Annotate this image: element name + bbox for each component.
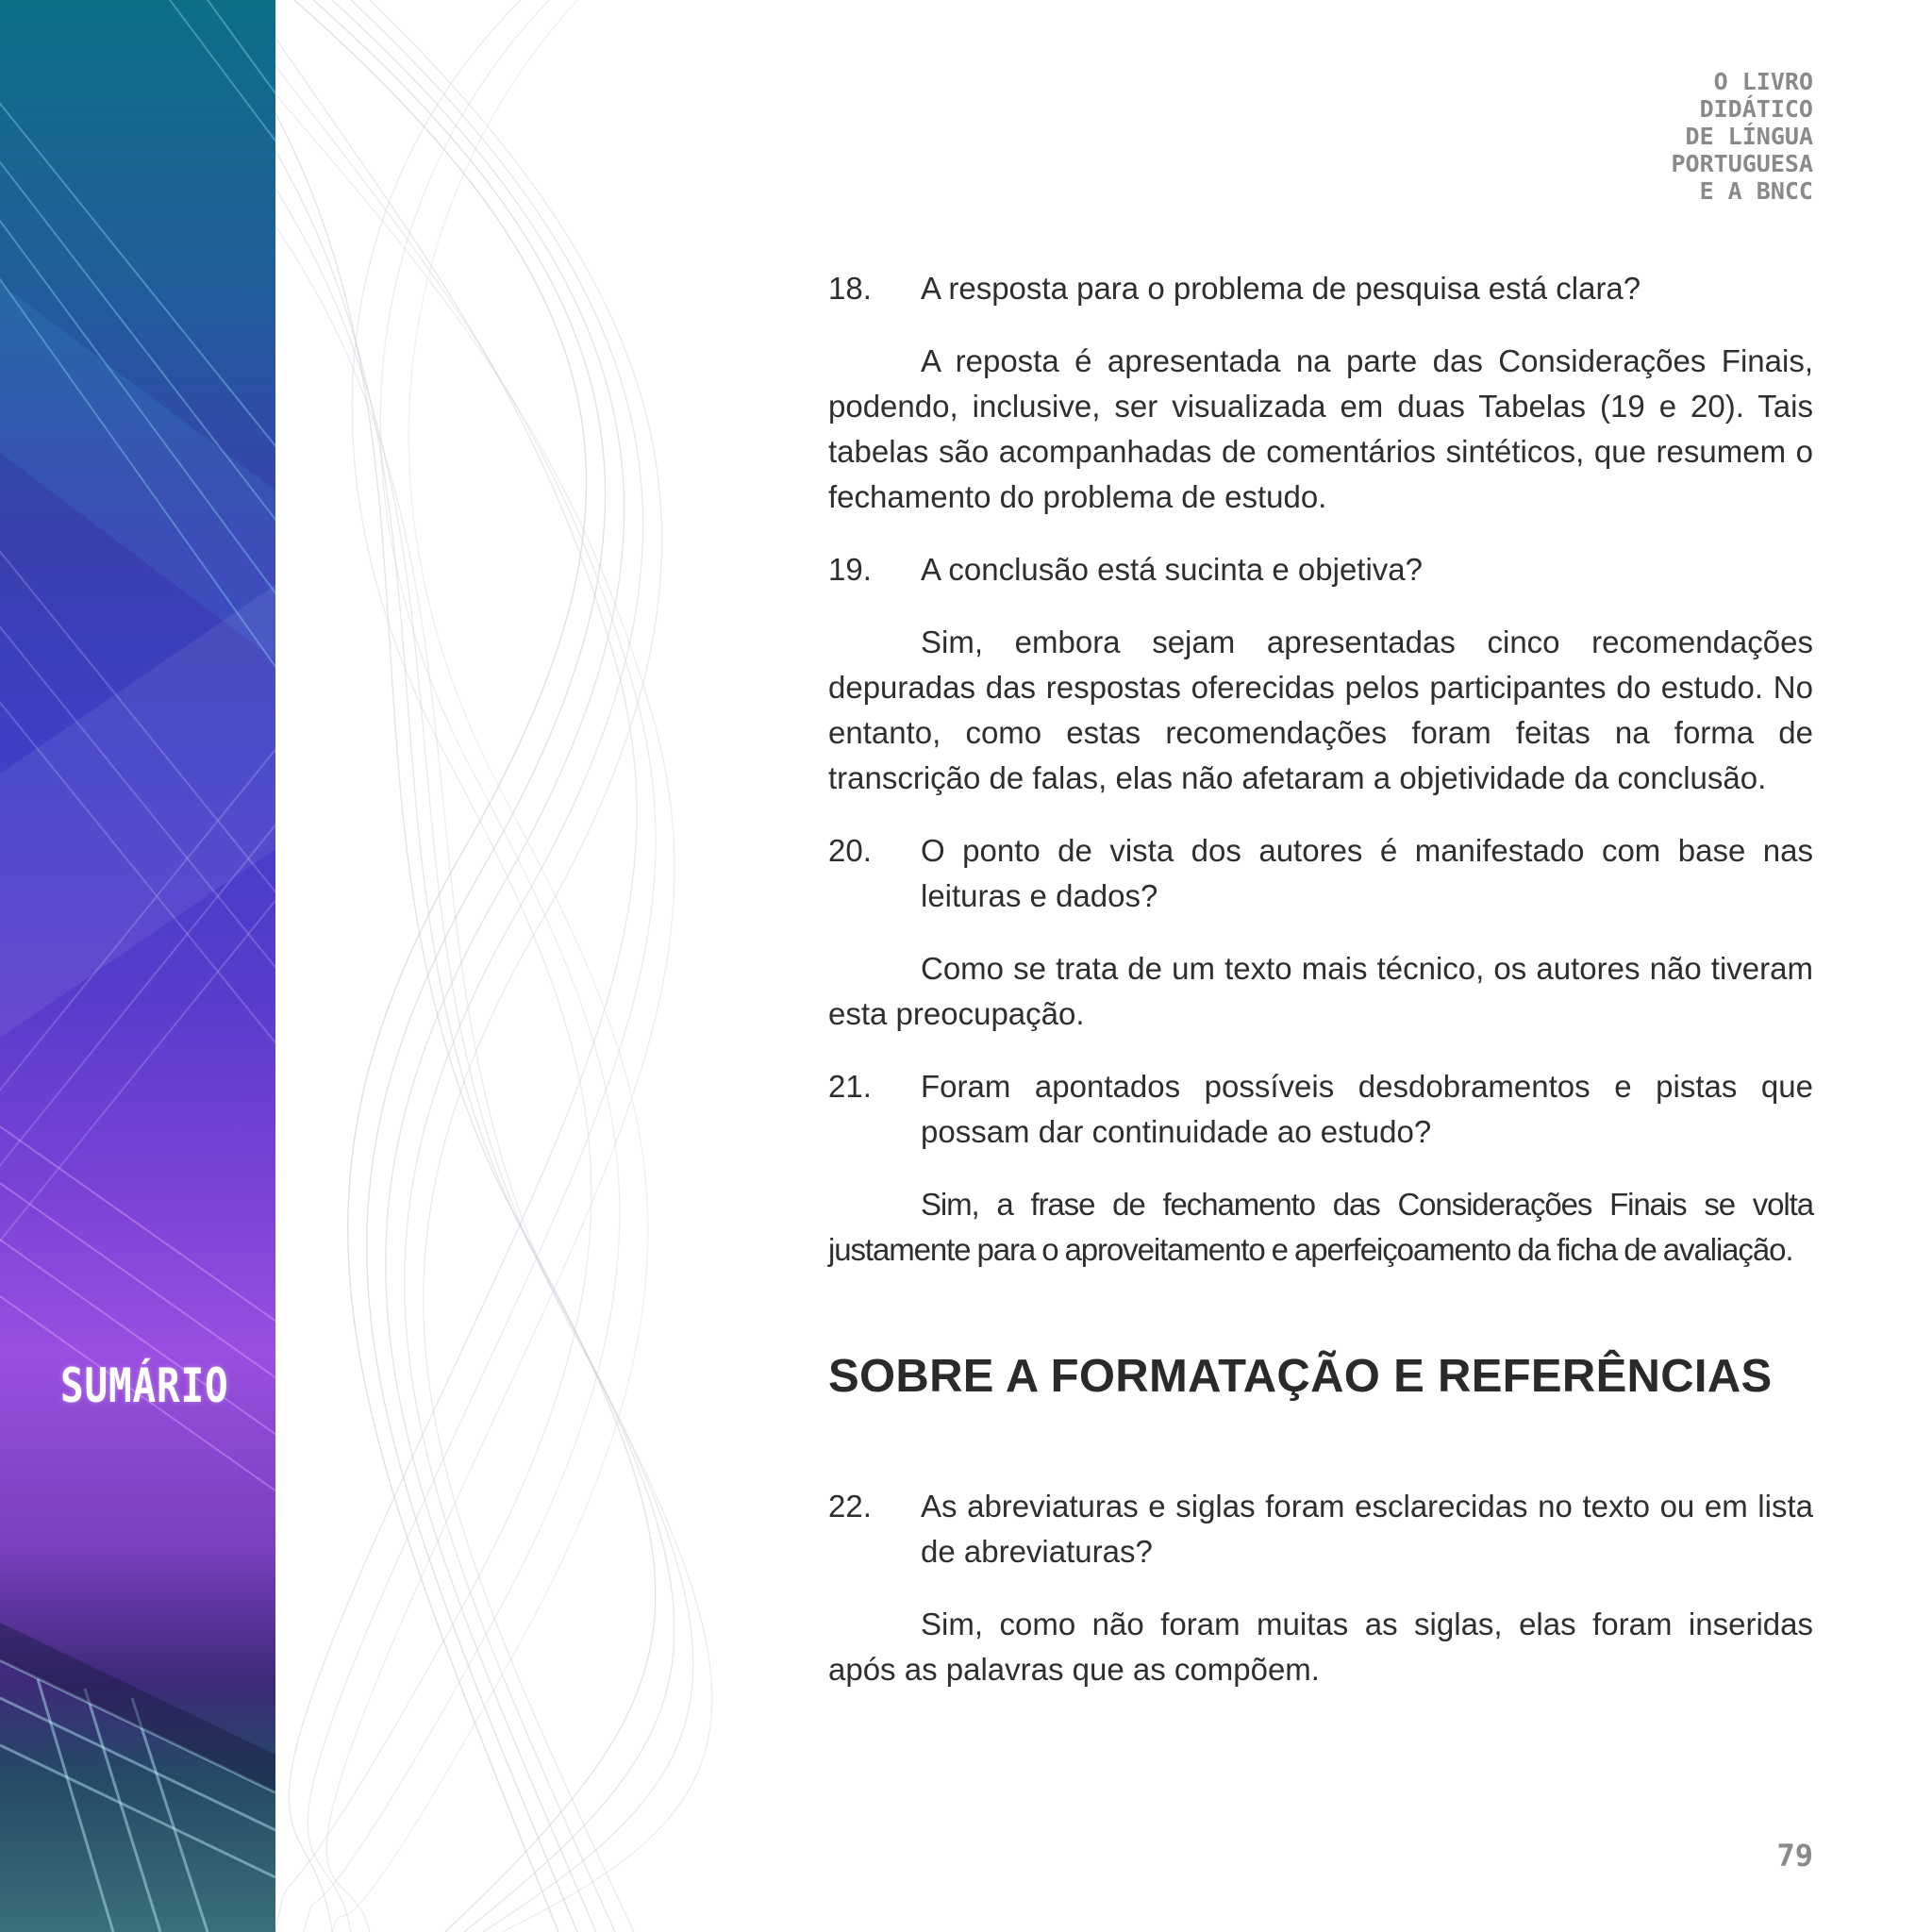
question-number: 18. bbox=[828, 271, 872, 306]
question-number: 19. bbox=[828, 552, 872, 587]
question-text: O ponto de vista dos autores é manifestado com base nas leituras e dados? bbox=[921, 833, 1813, 913]
brand-line: DE LÍNGUA bbox=[1685, 123, 1813, 150]
question-text: A resposta para o problema de pesquisa está clara? bbox=[921, 271, 1641, 306]
question-text: A conclusão está sucinta e objetiva? bbox=[921, 552, 1424, 587]
question-number: 20. bbox=[828, 833, 872, 868]
decorative-side-band bbox=[0, 0, 275, 1932]
brand-line: PORTUGUESA bbox=[1671, 150, 1813, 177]
answer-paragraph: Sim, a frase de fechamento das Considerações Finais se volta justamente para o aproveitamento e aperfeiçoamento da ficha de avaliação. bbox=[828, 1187, 1813, 1267]
brand-line: O LIVRO bbox=[1713, 68, 1813, 95]
question-item bbox=[828, 547, 1813, 592]
main-text-column bbox=[828, 266, 1813, 1720]
decorative-wave-lines bbox=[275, 0, 766, 1932]
question-number: 21. bbox=[828, 1069, 872, 1104]
page-number: 79 bbox=[1776, 1838, 1813, 1874]
answer-paragraph: A reposta é apresentada na parte das Considerações Finais, podendo, inclusive, ser visualizada em duas Tabelas (19 e 20). Tais tabelas são acompanhadas de comentários sintéticos, que resumem o fechamento do problema de estudo. bbox=[828, 343, 1813, 514]
question-item bbox=[828, 1484, 1813, 1574]
question-text: As abreviaturas e siglas foram esclarecidas no texto ou em lista de abreviaturas? bbox=[921, 1489, 1813, 1569]
book-title-brand bbox=[1671, 68, 1813, 205]
answer-paragraph: Sim, embora sejam apresentadas cinco recomendações depuradas das respostas oferecidas pelos participantes do estudo. No entanto, como estas recomendações foram feitas na forma de transcrição de falas, elas não afetaram a objetividade da conclusão. bbox=[828, 625, 1813, 795]
question-item bbox=[828, 828, 1813, 919]
question-item bbox=[828, 266, 1813, 311]
sumario-button[interactable]: SUMÁRIO bbox=[60, 1358, 229, 1413]
section-heading: SOBRE A FORMATAÇÃO E REFERÊNCIAS bbox=[828, 1351, 1773, 1402]
question-number: 22. bbox=[828, 1489, 872, 1524]
question-text: Foram apontados possíveis desdobramentos e pistas que possam dar continuidade ao estudo? bbox=[921, 1069, 1813, 1149]
band-light-streaks bbox=[0, 0, 275, 1932]
answer-paragraph: Como se trata de um texto mais técnico, os autores não tiveram esta preocupação. bbox=[828, 951, 1813, 1031]
question-item bbox=[828, 1064, 1813, 1155]
brand-line: DIDÁTICO bbox=[1699, 95, 1813, 123]
brand-line: E A BNCC bbox=[1699, 177, 1813, 205]
answer-paragraph: Sim, como não foram muitas as siglas, elas foram inseridas após as palavras que as compõem. bbox=[828, 1607, 1813, 1687]
